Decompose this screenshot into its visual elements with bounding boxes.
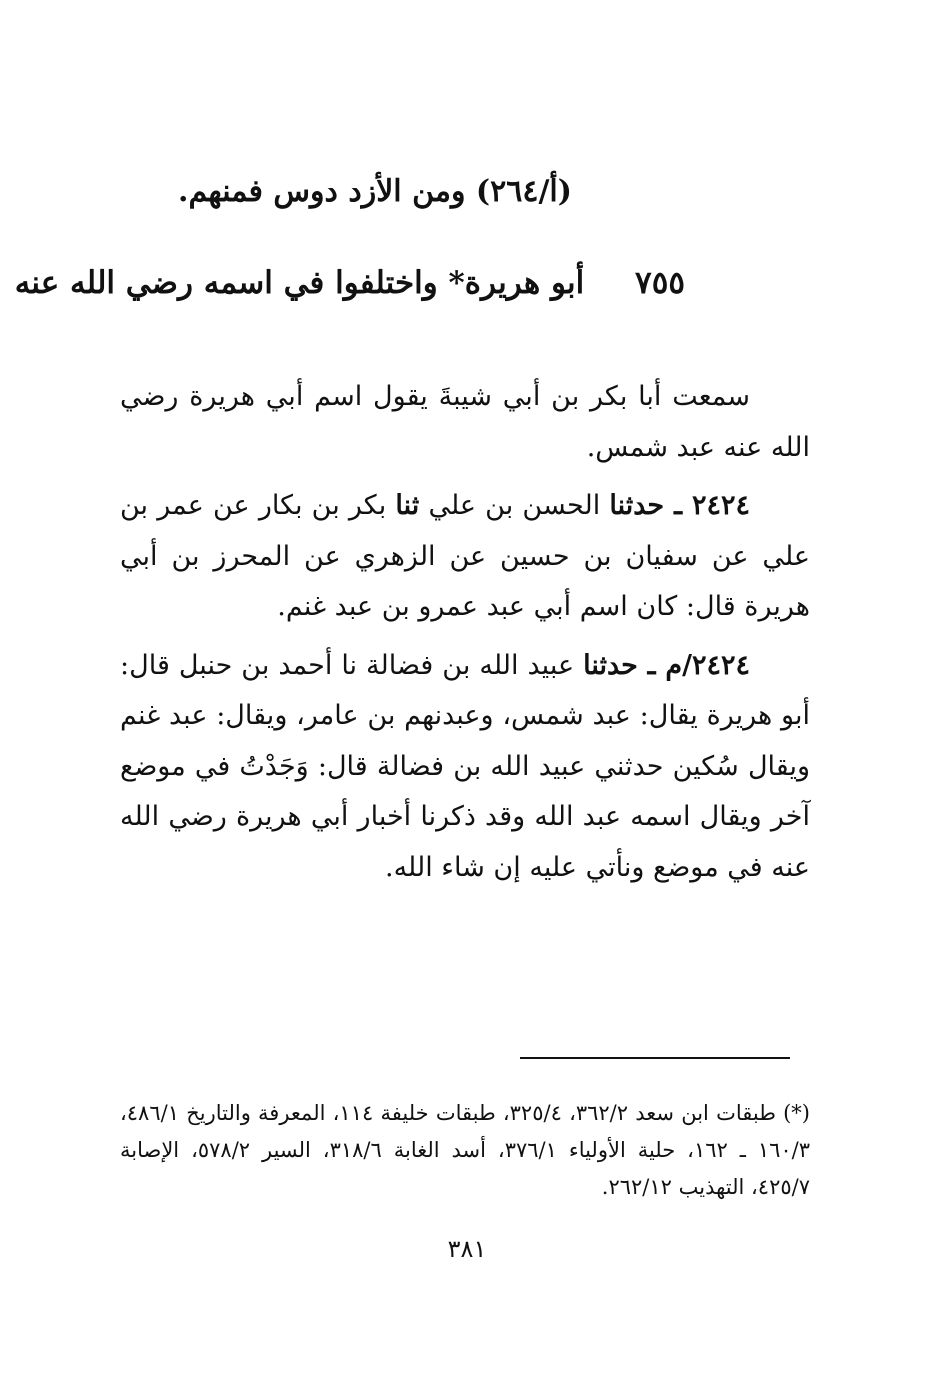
section-heading: (أ/٢٦٤) ومن الأزد دوس فمنهم. <box>178 174 572 209</box>
footnote: (*) طبقات ابن سعد ٣٦٢/٢، ٣٢٥/٤، طبقات خليفة ١١٤، المعرفة والتاريخ ٤٨٦/١، ١٦٠/٣ ـ ١٦٢، حلية الأولياء ٣٧٦/١، أسد الغابة ٣١٨/٦، السير ٥٧٨/٢، الإصابة ٤٢٥/٧، التهذيب ٢٦٢/١٢. <box>120 1101 811 1199</box>
hadith-label: ٢٤٢٤/م ـ حدثنا <box>583 649 750 681</box>
paragraph-hadith-2424m <box>120 641 810 894</box>
hadith-label: ٢٤٢٤ ـ حدثنا <box>609 490 751 521</box>
page-number: ٣٨١ <box>447 1235 487 1263</box>
paragraph-hadith-2424 <box>120 481 810 633</box>
hadith-text-part: الحسن بن علي <box>428 490 601 521</box>
hadith-text-part: بكر بن بكار عن عمر بن علي عن سفيان بن حسين عن الزهري عن المحرز بن أبي هريرة قال: كان اسم أبي عبد عمرو بن عبد غنم. <box>120 490 810 622</box>
entry-number: ٧٥٥ <box>635 265 685 301</box>
entry-title <box>14 260 685 306</box>
entry-title-text: أبو هريرة* واختلفوا في اسمه رضي الله عنه <box>14 265 585 301</box>
footnote-divider <box>520 1057 790 1059</box>
hadith-text: عبيد الله بن فضالة نا أحمد بن حنبل قال: أبو هريرة يقال: عبد شمس، وعبدنهم بن عامر، ويقال: عبد غنم ويقال سُكين حدثني عبيد الله بن فضالة قال: وَجَدْتُ في موضع آخر ويقال اسمه عبد الله وقد ذكرنا أخبار أبي هريرة رضي الله عنه في موضع ونأتي عليه إن شاء الله. <box>120 649 810 883</box>
main-text <box>120 372 810 901</box>
hadith-text-part: ثنا <box>395 490 420 521</box>
paragraph-intro: سمعت أبا بكر بن أبي شيبةَ يقول اسم أبي هريرة رضي الله عنه عبد شمس. <box>120 381 810 463</box>
